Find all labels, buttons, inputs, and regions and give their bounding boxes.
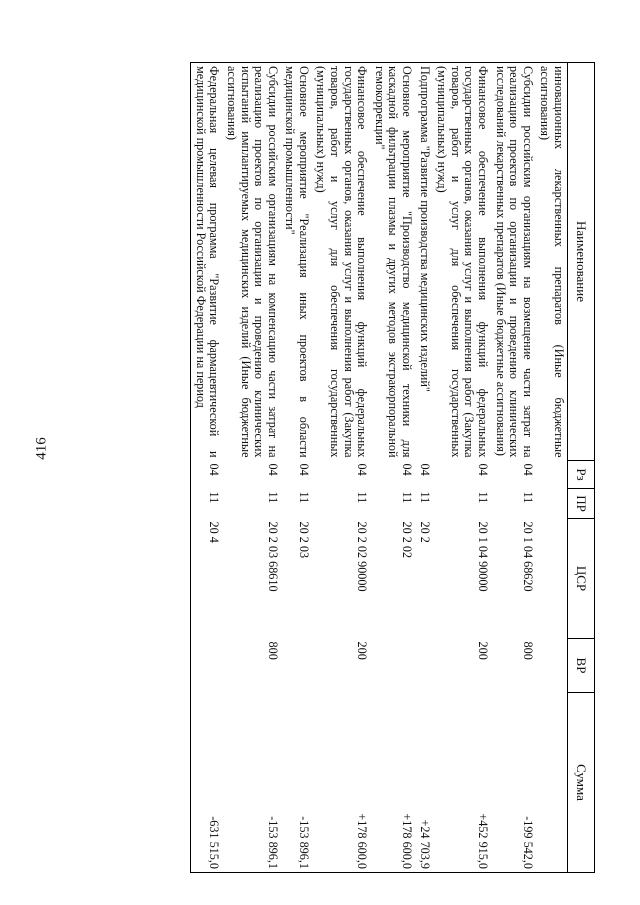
row-pr: 11: [191, 489, 223, 519]
table-header-row: [568, 63, 595, 873]
row-pr: 11: [417, 491, 432, 504]
rotated-page-content: [85, 62, 595, 872]
row-sum: +24 703,9: [415, 693, 433, 873]
table-row: [191, 63, 223, 873]
row-pr: 11: [476, 491, 491, 504]
row-csr: 20 2 02: [400, 521, 415, 559]
row-vr: 800: [265, 641, 280, 660]
row-pr: 11: [400, 491, 415, 504]
row-rz: 04: [400, 463, 415, 476]
row-vr: 200: [355, 641, 370, 660]
row-vr: 200: [476, 641, 491, 660]
row-rz: 04: [265, 463, 280, 476]
row-pr: 11: [355, 491, 370, 504]
row-vr: [191, 639, 223, 693]
header-name: Наименование: [568, 63, 595, 461]
row-name: Основное мероприятие "Производство медицинской техники для каскадной фильтрации плазмы и других методов экстракорпоральной гемокоррекции": [370, 63, 415, 461]
row-pr: 11: [265, 491, 280, 504]
row-rz: 04: [476, 463, 491, 476]
row-rz: [536, 461, 568, 489]
row-name: Основное мероприятие "Реализация иных проектов в области медицинской промышленности": [281, 63, 312, 461]
row-csr: 20 1 04 90000: [476, 521, 491, 592]
table-row: [370, 63, 415, 873]
budget-table: [190, 62, 595, 873]
table-row: [491, 63, 536, 873]
table-row: [312, 63, 370, 873]
header-rz: Рз: [568, 461, 595, 489]
row-sum: +452 915,0: [433, 693, 491, 873]
row-pr: 11: [520, 491, 535, 504]
row-csr: 20 2 03: [296, 521, 311, 559]
table-row: [433, 63, 491, 873]
header-vr: ВР: [568, 639, 595, 693]
row-csr: 20 2: [417, 521, 432, 543]
row-csr: 20 2 02 90000: [355, 521, 370, 592]
row-name: Субсидии российским организациям на компенсацию части затрат на реализацию проектов по организации и проведению клинических испытаний имплантируемых медицинских изделий (Иные бюджетные ассигнования): [222, 63, 280, 461]
row-sum: -153 896,1: [281, 693, 312, 873]
page-number: 416: [33, 437, 50, 460]
table-row: [281, 63, 312, 873]
row-sum: -153 896,1: [222, 693, 280, 873]
row-name: Федеральная целевая программа "Развитие фармацевтической и медицинской промышленности Российской Федерации на период: [191, 63, 223, 461]
row-name: Субсидии российским организациям на возмещение части затрат на реализацию проектов по организации и проведению клинических исследований лекарственных препаратов (Иные бюджетные ассигнования): [491, 63, 536, 461]
row-vr: [281, 639, 312, 693]
row-rz: 04: [520, 463, 535, 476]
row-csr: 20 2 03 68610: [265, 521, 280, 592]
row-vr: [415, 639, 433, 693]
row-csr: 20 4: [191, 519, 223, 639]
row-sum: [536, 693, 568, 873]
table-row: [222, 63, 280, 873]
row-rz: 04: [417, 463, 432, 476]
row-vr: 800: [520, 641, 535, 660]
row-sum: +178 600,0: [370, 693, 415, 873]
row-name: Финансовое обеспечение выполнения функций федеральных государственных органов, оказания услуг и выполнения работ (Закупка товаров, работ и услуг для обеспечения государственных (муниципальных) нужд): [433, 63, 491, 461]
row-pr: 11: [296, 491, 311, 504]
row-sum: +178 600,0: [312, 693, 370, 873]
row-sum: -631 515,0: [191, 693, 223, 873]
row-rz: 04: [191, 461, 223, 489]
row-csr: [536, 519, 568, 639]
row-name: Подпрограмма "Развитие производства медицинских изделий": [415, 63, 433, 461]
row-sum: -199 542,0: [491, 693, 536, 873]
header-pr: ПР: [568, 489, 595, 519]
header-csr: ЦСР: [568, 519, 595, 639]
row-vr: [370, 639, 415, 693]
table-row: [415, 63, 433, 873]
row-rz: 04: [296, 463, 311, 476]
row-csr: 20 1 04 68620: [520, 521, 535, 592]
row-vr: [536, 639, 568, 693]
row-name: Финансовое обеспечение выполнения функций федеральных государственных органов, оказания услуг и выполнения работ (Закупка товаров, работ и услуг для обеспечения государственных (муниципальных) нужд): [312, 63, 370, 461]
row-rz: 04: [355, 463, 370, 476]
header-sum: Сумма: [568, 693, 595, 873]
row-pr: [536, 489, 568, 519]
table-row: [536, 63, 568, 873]
row-name: инновационных лекарственных препаратов (Иные бюджетные ассигнования): [536, 63, 568, 461]
